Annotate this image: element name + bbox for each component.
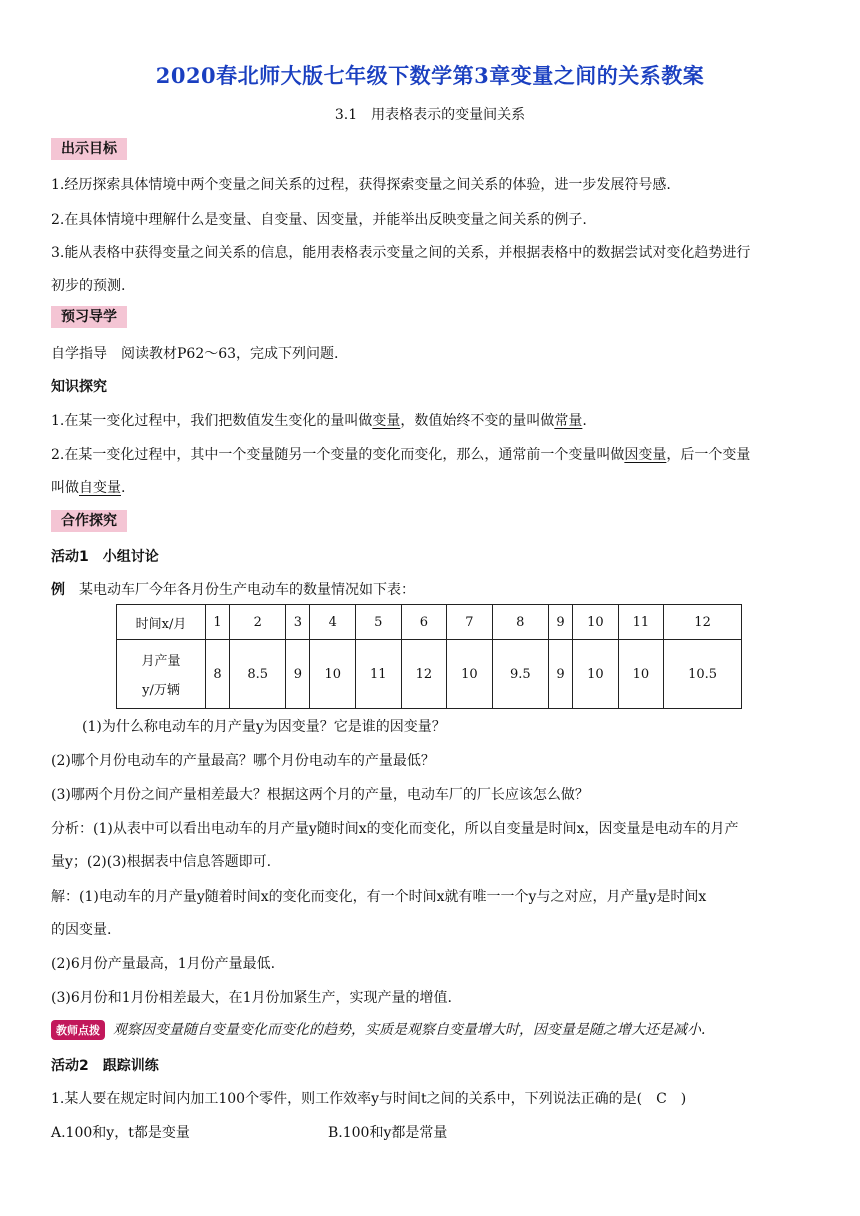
table-cell: 9 (548, 640, 572, 709)
table-cell: 8.5 (230, 640, 286, 709)
knowledge-heading: 知识探究 (51, 379, 107, 395)
k2-text-a: 2.在某一变化过程中，其中一个变量随另一个变量的变化而变化，那么，通常前一个变量叫做 (51, 447, 625, 463)
section-subtitle: 3.1 用表格表示的变量间关系 (334, 107, 526, 123)
table-cell: 9.5 (492, 640, 548, 709)
table-cell: 8 (492, 605, 548, 640)
section-badge-coop: 合作探究 (51, 510, 127, 532)
table-cell: 10.5 (664, 640, 742, 709)
table-cell: 12 (664, 605, 742, 640)
practice-problem-1: 1.某人要在规定时间内加工100个零件，则工作效率y与时间t之间的关系中，下列说法正确的是( C ) (51, 1091, 687, 1107)
knowledge-item-2-line-1 (51, 444, 750, 464)
goal-3-line-1: 3.能从表格中获得变量之间关系的信息，能用表格表示变量之间的关系，并根据表格中的数据尝试对变化趋势进行 (51, 245, 751, 261)
table-cell: 10 (310, 640, 356, 709)
solution-3: (3)6月份和1月份相差最大，在1月份加紧生产，实现产量的增值. (51, 990, 453, 1006)
table-cell: 2 (230, 605, 286, 640)
k1-answer-constant: 常量 (554, 413, 583, 429)
table-row-months (117, 605, 742, 640)
self-study-guide: 自学指导 阅读教材P62～63，完成下列问题. (51, 346, 339, 362)
table-cell: 7 (447, 605, 493, 640)
table-header-output-line-1: 月产量 (141, 654, 181, 669)
table-row-output (117, 640, 742, 709)
teacher-note-line (51, 1019, 705, 1040)
knowledge-item-2-line-2 (51, 477, 125, 497)
table-cell: 10 (573, 640, 619, 709)
table-cell: 9 (548, 605, 572, 640)
question-3: (3)哪两个月份之间产量相差最大？根据这两个月的产量，电动车厂的厂长应该怎么做？ (51, 787, 589, 803)
goal-2: 2.在具体情境中理解什么是变量、自变量、因变量，并能举出反映变量之间关系的例子. (51, 212, 587, 228)
example-line (51, 579, 415, 599)
section-badge-preview: 预习导学 (51, 306, 127, 328)
goal-3-line-2: 初步的预测. (51, 278, 126, 294)
production-table (116, 604, 742, 709)
teacher-tip-badge: 教师点拨 (51, 1020, 105, 1040)
solution-2: (2)6月份产量最高，1月份产量最低. (51, 956, 276, 972)
solution-line-2: 的因变量. (51, 922, 112, 938)
question-2: (2)哪个月份电动车的产量最高？哪个月份电动车的产量最低？ (51, 753, 435, 769)
document-title: 2020春北师大版七年级下数学第3章变量之间的关系教案 (155, 63, 705, 88)
table-cell: 9 (286, 640, 310, 709)
teacher-note: 观察因变量随自变量变化而变化的趋势，实质是观察自变量增大时，因变量是随之增大还是减小. (113, 1022, 706, 1038)
k1-answer-variable: 变量 (372, 413, 401, 429)
analysis-line-2: 量y；(2)(3)根据表中信息答题即可. (51, 854, 272, 870)
table-cell: 10 (618, 640, 664, 709)
option-b: B.100和y都是常量 (328, 1125, 448, 1141)
table-cell: 5 (356, 605, 402, 640)
table-cell: 10 (447, 640, 493, 709)
table-header-time: 时间x/月 (117, 605, 206, 640)
activity-1-heading: 活动1 小组讨论 (51, 549, 159, 565)
k2-text-d: . (121, 480, 126, 496)
section-badge-goals: 出示目标 (51, 138, 127, 160)
activity-2-heading: 活动2 跟踪训练 (51, 1058, 159, 1074)
table-cell: 8 (206, 640, 230, 709)
table-cell: 6 (401, 605, 447, 640)
k1-text-c: . (582, 413, 587, 429)
k2-answer-dependent: 因变量 (624, 447, 667, 463)
option-a: A.100和y，t都是变量 (51, 1125, 190, 1141)
table-cell: 3 (286, 605, 310, 640)
k2-answer-independent: 自变量 (79, 480, 121, 496)
question-1: (1)为什么称电动车的月产量y为因变量？它是谁的因变量？ (82, 719, 446, 735)
analysis-line-1: 分析：(1)从表中可以看出电动车的月产量y随时间x的变化而变化，所以自变量是时间x，因变量是电动车的月产 (51, 821, 739, 837)
table-cell: 11 (618, 605, 664, 640)
table-header-output (117, 640, 206, 709)
table-cell: 11 (356, 640, 402, 709)
goal-1: 1.经历探索具体情境中两个变量之间关系的过程，获得探索变量之间关系的体验，进一步发展符号感. (51, 177, 671, 193)
k1-text-b: ，数值始终不变的量叫做 (400, 413, 555, 429)
k2-text-b: ，后一个变量 (666, 447, 751, 463)
solution-line-1: 解：(1)电动车的月产量y随着时间x的变化而变化，有一个时间x就有唯一一个y与之对应，月产量y是时间x (51, 889, 707, 905)
table-cell: 4 (310, 605, 356, 640)
k1-text-a: 1.在某一变化过程中，我们把数值发生变化的量叫做 (51, 413, 373, 429)
table-header-output-line-2: y/万辆 (142, 683, 180, 698)
table-cell: 1 (206, 605, 230, 640)
example-label: 例 (51, 582, 65, 598)
table-cell: 10 (573, 605, 619, 640)
knowledge-item-1 (51, 410, 587, 430)
example-text: 某电动车厂今年各月份生产电动车的数量情况如下表： (79, 582, 415, 598)
table-cell: 12 (401, 640, 447, 709)
k2-text-c: 叫做 (51, 480, 79, 496)
